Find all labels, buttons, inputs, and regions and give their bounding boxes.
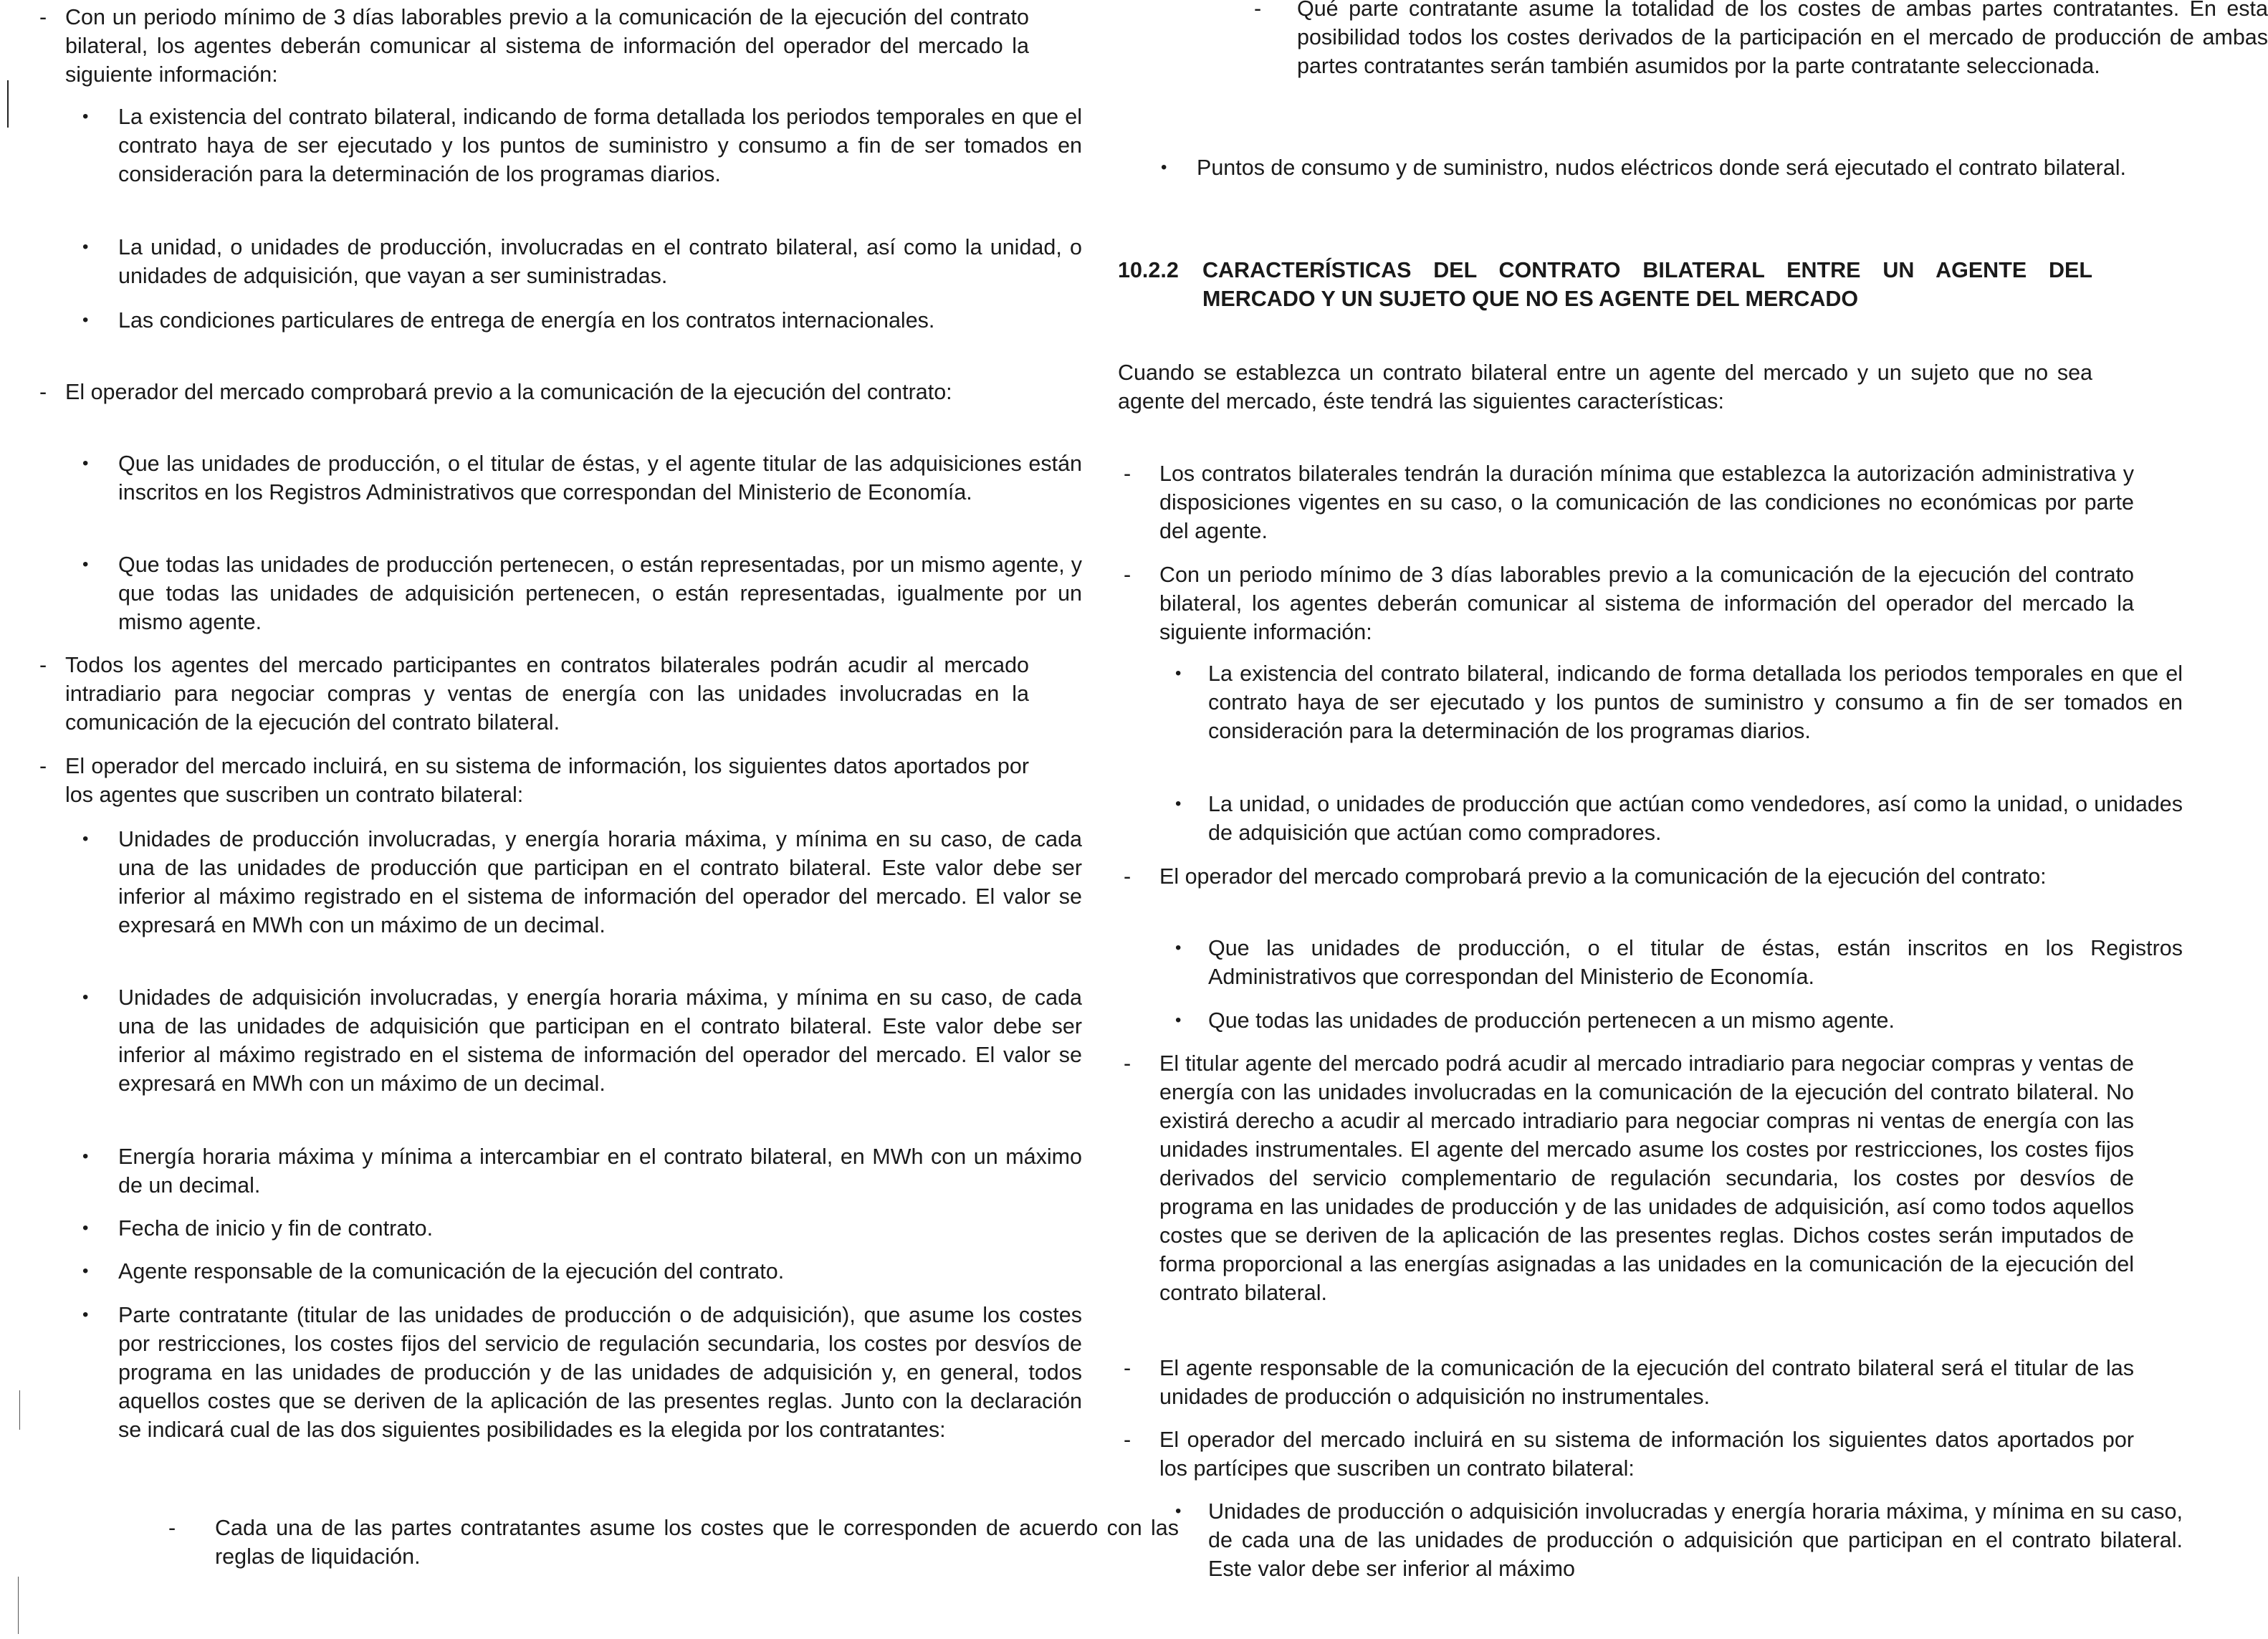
bullet-list-item (39, 1142, 1082, 1200)
dash-marker: - (1254, 0, 1262, 21)
dash-list-item (1118, 1354, 2134, 1411)
paragraph: Unidades de producción o adquisición involucradas y energía horaria máxima, y mínima en su caso, de cada una de las unidades de producción o adquisición que participan en el contrato bilateral. Este valor debe ser inferior al máximo (1208, 1499, 2183, 1581)
bullet-list-item (1118, 790, 2183, 847)
dash-list-item (39, 378, 1029, 406)
paragraph: Qué parte contratante asume la totalidad de los costes de ambas partes contratantes. En esta posibilidad todos los costes derivados de la participación en el mercado de producción de ambas partes contratantes serán también asumidos por la parte contratante seleccionada. (1297, 0, 2268, 78)
scan-margin-line (19, 1390, 20, 1430)
dash-list-item (1118, 459, 2134, 545)
bullet-list-item (39, 983, 1082, 1098)
bullet-list-item (39, 550, 1082, 636)
paragraph: Que todas las unidades de producción pertenecen, o están representadas, por un mismo agente, y que todas las unidades de adquisición pertenecen, o están representadas, igualmente por un mismo agente. (118, 553, 1082, 634)
paragraph: El operador del mercado comprobará previo a la comunicación de la ejecución del contrato: (65, 380, 952, 404)
bullet-list-item (39, 102, 1082, 188)
bullet-marker: • (1161, 158, 1167, 177)
bullet-marker: • (1175, 1010, 1182, 1030)
paragraph: Energía horaria máxima y mínima a intercambiar en el contrato bilateral, en MWh con un máximo de un decimal. (118, 1145, 1082, 1198)
bullet-marker: • (82, 454, 89, 473)
bullet-list-item (1118, 1497, 2183, 1583)
paragraph: Con un periodo mínimo de 3 días laborables previo a la comunicación de la ejecución del contrato bilateral, los agentes deberán comunicar al sistema de información del operador del mercado la siguiente información: (1159, 563, 2134, 644)
scan-margin-line (7, 80, 9, 128)
paragraph: Que las unidades de producción, o el titular de éstas, y el agente titular de las adquisiciones están inscritos en los Registros Administrativos que correspondan del Ministerio de Economía. (118, 451, 1082, 505)
dash-marker: - (1124, 1356, 1131, 1380)
paragraph: La unidad, o unidades de producción, involucradas en el contrato bilateral, así como la unidad, o unidades de adquisición, que vayan a ser suministradas. (118, 235, 1082, 288)
bullet-marker: • (1175, 1501, 1182, 1521)
dash-marker: - (1124, 1051, 1131, 1076)
paragraph: Que todas las unidades de producción pertenecen a un mismo agente. (1208, 1008, 1895, 1033)
bullet-list-item (39, 1257, 1082, 1286)
paragraph: Parte contratante (titular de las unidades de producción o de adquisición), que asume los costes por restricciones, los costes fijos del servicio de regulación secundaria, los costes por desvíos de programa en las unidades de producción y de las unidades de adquisición y, en general, todos aquellos costes que se deriven de la aplicación de las presentes reglas. Junto con la declaración se indicará cual de las dos siguientes posibilidades es la elegida por los contratantes: (118, 1303, 1082, 1442)
paragraph: La unidad, o unidades de producción que actúan como vendedores, así como la unidad, o unidades de adquisición que actúan como compradores. (1208, 792, 2183, 845)
bullet-list-item (1118, 934, 2183, 991)
sub-dash-list-item (1118, 0, 2268, 80)
scan-margin-line (18, 1577, 19, 1634)
dash-list-item (1118, 862, 2134, 891)
bullet-list-item (39, 1214, 1082, 1243)
bullet-marker: • (82, 1218, 89, 1238)
dash-list-item (1118, 560, 2134, 646)
paragraph: El operador del mercado incluirá, en su sistema de información, los siguientes datos aportados por los agentes que suscriben un contrato bilateral: (65, 754, 1029, 807)
bullet-marker: • (82, 555, 89, 574)
bullet-list-item (39, 825, 1082, 940)
bullet-marker: • (82, 310, 89, 330)
paragraph: El titular agente del mercado podrá acudir al mercado intradiario para negociar compras y ventas de energía con las unidades involucradas en la comunicación de la ejecución del contrato bilateral. No existirá derecho a acudir al mercado intradiario para negociar compras ni ventas de energía con las unidades instrumentales. El agente del mercado asume los costes por restricciones, los costes fijos derivados del servicio complementario de regulación secundaria, los costes por desvíos de programa en las unidades de producción y de las unidades de adquisición, así como todos aquellos costes que se deriven de la aplicación de las presentes reglas. Dichos costes serán imputados de forma proporcional a las energías asignadas a las unidades en la comunicación de la ejecución del contrato bilateral. (1159, 1051, 2134, 1305)
bullet-marker: • (82, 1147, 89, 1166)
section-title: CARACTERÍSTICAS DEL CONTRATO BILATERAL ENTRE UN AGENTE DEL MERCADO Y UN SUJETO QUE NO ES AGENTE DEL MERCADO (1202, 258, 2092, 311)
paragraph: La existencia del contrato bilateral, indicando de forma detallada los periodos temporales en que el contrato haya de ser ejecutado y los puntos de suministro y consumo a fin de ser tomados en consideración para la determinación de los programas diarios. (1208, 661, 2183, 743)
paragraph: Cada una de las partes contratantes asume los costes que le corresponden de acuerdo con las reglas de liquidación. (215, 1516, 1179, 1569)
dash-marker: - (39, 380, 47, 404)
dash-list-item (1118, 1049, 2134, 1307)
paragraph: Puntos de consumo y de suministro, nudos eléctricos donde será ejecutado el contrato bilateral. (1197, 156, 2126, 180)
dash-list-item (39, 752, 1029, 809)
bullet-marker: • (82, 988, 89, 1007)
bullet-marker: • (1175, 664, 1182, 683)
bullet-marker: • (82, 107, 89, 126)
bullet-marker: • (1175, 794, 1182, 813)
bullet-list-item (1118, 153, 2171, 182)
dash-marker: - (168, 1516, 176, 1540)
bullet-list-item (1118, 659, 2183, 745)
dash-marker: - (1124, 1428, 1131, 1452)
bullet-marker: • (1175, 938, 1182, 957)
dash-marker: - (39, 754, 47, 778)
sub-dash-list-item (39, 1514, 1179, 1571)
bullet-marker: • (82, 237, 89, 257)
paragraph: Unidades de adquisición involucradas, y energía horaria máxima, y mínima en su caso, de cada una de las unidades de adquisición que participan en el contrato bilateral. Este valor debe ser inferior al máximo registrado en el sistema de información del operador del mercado. El valor se expresará en MWh con un máximo de un decimal. (118, 985, 1082, 1096)
bullet-list-item (1118, 1006, 2183, 1035)
bullet-list-item (39, 1301, 1082, 1444)
paragraph: Unidades de producción involucradas, y energía horaria máxima, y mínima en su caso, de cada una de las unidades de producción que participan en el contrato bilateral. Este valor debe ser inferior al máximo registrado en el sistema de información del operador del mercado. El valor se expresará en MWh con un máximo de un decimal. (118, 827, 1082, 937)
paragraph: Los contratos bilaterales tendrán la duración mínima que establezca la autorización administrativa y disposiciones vigentes en su caso, o la comunicación de las condiciones no económicas por parte del agente. (1159, 462, 2134, 543)
paragraph: El operador del mercado incluirá en su sistema de información los siguientes datos aportados por los partícipes que suscriben un contrato bilateral: (1159, 1428, 2134, 1481)
bullet-list-item (39, 306, 1082, 335)
dash-list-item (39, 651, 1029, 737)
dash-marker: - (1124, 563, 1131, 587)
dash-marker: - (1124, 864, 1131, 889)
dash-marker: - (39, 5, 47, 29)
dash-list-item (39, 3, 1029, 89)
paragraph: Agente responsable de la comunicación de la ejecución del contrato. (118, 1259, 785, 1284)
paragraph: Con un periodo mínimo de 3 días laborables previo a la comunicación de la ejecución del contrato bilateral, los agentes deberán comunicar al sistema de información del operador del mercado la siguiente información: (65, 5, 1029, 87)
section-number: 10.2.2 (1118, 258, 1179, 282)
paragraph: Las condiciones particulares de entrega de energía en los contratos internacionales. (118, 308, 935, 333)
paragraph: Que las unidades de producción, o el titular de éstas, están inscritos en los Registros Administrativos que correspondan del Ministerio de Economía. (1208, 936, 2183, 989)
section-heading (1118, 256, 2092, 313)
paragraph: Cuando se establezca un contrato bilateral entre un agente del mercado y un sujeto que no sea agente del mercado, éste tendrá las siguientes características: (1118, 360, 2092, 414)
paragraph: El operador del mercado comprobará previo a la comunicación de la ejecución del contrato: (1159, 864, 2047, 889)
bullet-marker: • (82, 1261, 89, 1281)
paragraph: Todos los agentes del mercado participantes en contratos bilaterales podrán acudir al mercado intradiario para negociar compras y ventas de energía con las unidades involucradas en la comunicación de la ejecución del contrato bilateral. (65, 653, 1029, 735)
paragraph: El agente responsable de la comunicación de la ejecución del contrato bilateral será el titular de las unidades de producción o adquisición no instrumentales. (1159, 1356, 2134, 1409)
paragraph: La existencia del contrato bilateral, indicando de forma detallada los periodos temporales en que el contrato haya de ser ejecutado y los puntos de suministro y consumo a fin de ser tomados en consideración para la determinación de los programas diarios. (118, 105, 1082, 186)
bullet-list-item (39, 233, 1082, 290)
dash-marker: - (1124, 462, 1131, 486)
paragraph: Fecha de inicio y fin de contrato. (118, 1216, 434, 1241)
dash-list-item (1118, 1425, 2134, 1483)
bullet-marker: • (82, 1305, 89, 1324)
dash-marker: - (39, 653, 47, 677)
bullet-list-item (39, 449, 1082, 507)
bullet-marker: • (82, 829, 89, 849)
